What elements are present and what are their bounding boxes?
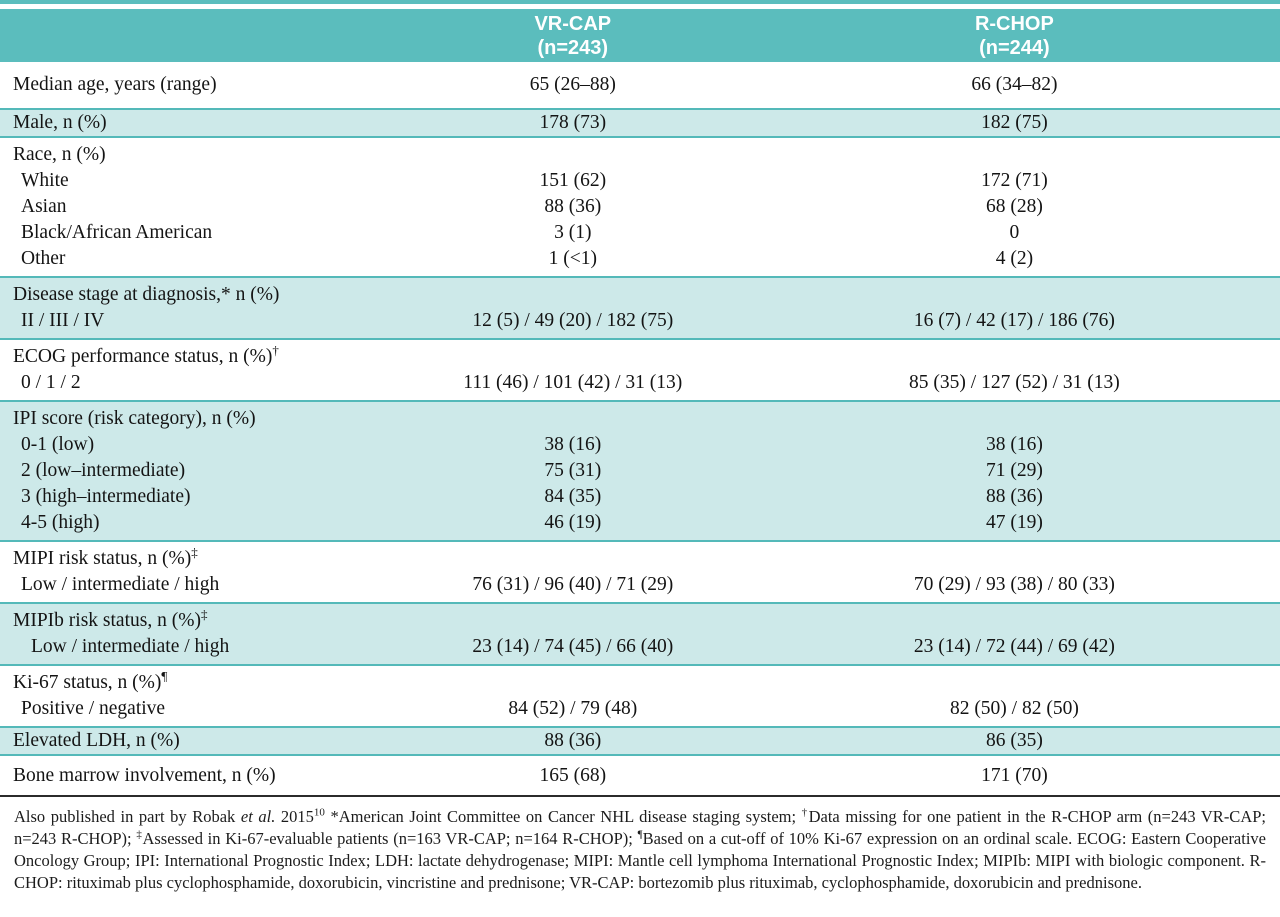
header-rchop-name: R-CHOP: [974, 12, 1054, 35]
header-col-rchop: [749, 12, 1280, 60]
rchop-value: 85 (35) / 127 (52) / 31 (13): [909, 372, 1120, 393]
rchop-value: 0: [1009, 222, 1020, 243]
rchop-value: [749, 608, 1280, 634]
table-row: [0, 282, 1280, 308]
row-label: 3 (high–intermediate): [21, 486, 191, 507]
vrcap-value: [397, 670, 749, 696]
section-mipi: [0, 542, 1280, 602]
footnote-ref-10: 10: [313, 806, 325, 819]
footnote-double-dagger: ‡: [136, 828, 143, 841]
row-label: Race, n (%): [13, 144, 106, 165]
vrcap-value: 88 (36): [544, 730, 602, 751]
footnote-text: Based on a cut-off of 10% Ki-67 expression on an ordinal scale. ECOG: Eastern Cooperative Oncology Group; IPI: International Prognostic Index; LDH: lactate dehydrogenase; MIPI: Mantle cell lymphoma International Prognostic Index; MIPIb: MIPI with biologic component. R-CHOP: rituximab plus cyclophosphamide, doxorubicin, vincristine and prednisone; VR-CAP: bortezomib plus rituximab, cyclophosphamide, doxorubicin and prednisone.: [14, 829, 1267, 892]
row-label-text: ECOG performance status, n (%): [13, 346, 273, 367]
header-col-vrcap: [397, 12, 749, 60]
vrcap-value: [397, 344, 749, 370]
table-row: [0, 344, 1280, 370]
vrcap-value: 3 (1): [554, 222, 592, 243]
rchop-value: 88 (36): [985, 486, 1043, 507]
vrcap-value: [397, 608, 749, 634]
row-label: 0-1 (low): [21, 434, 95, 455]
table-row: [0, 510, 1280, 536]
table-row: [0, 432, 1280, 458]
rchop-value: 70 (29) / 93 (38) / 80 (33): [913, 574, 1115, 595]
rchop-value: 182 (75): [981, 112, 1048, 133]
row-label: [0, 670, 397, 696]
row-label: [0, 608, 397, 634]
vrcap-value: 84 (35): [544, 486, 602, 507]
section-median-age: [0, 62, 1280, 108]
rchop-value: [749, 546, 1280, 572]
footnote-text: Assessed in Ki-67-evaluable patients (n=163 VR-CAP; n=164 R-CHOP);: [142, 829, 638, 848]
table-row: [0, 72, 1280, 98]
row-label: 2 (low–intermediate): [21, 460, 186, 481]
table-row: [0, 763, 1280, 789]
row-label-text: Ki-67 status, n (%): [13, 672, 162, 693]
table-row: [0, 458, 1280, 484]
row-label: Disease stage at diagnosis,* n (%): [13, 284, 280, 305]
vrcap-value: 75 (31): [544, 460, 602, 481]
footnote-marker-pilcrow: ¶: [161, 668, 168, 684]
footnote-text: 2015: [275, 807, 314, 826]
table-row: [0, 370, 1280, 396]
row-label: Male, n (%): [13, 112, 107, 133]
section-bone-marrow: [0, 756, 1280, 795]
section-ecog: [0, 340, 1280, 400]
rchop-value: 23 (14) / 72 (44) / 69 (42): [913, 636, 1115, 657]
section-male: [0, 108, 1280, 138]
vrcap-value: 65 (26–88): [529, 74, 616, 95]
vrcap-value: [397, 282, 749, 308]
rchop-value: 82 (50) / 82 (50): [949, 698, 1079, 719]
rchop-value: 4 (2): [995, 248, 1034, 269]
footnote-etal: et al.: [240, 807, 276, 826]
rchop-value: 86 (35): [985, 730, 1043, 751]
rchop-value: 16 (7) / 42 (17) / 186 (76): [913, 310, 1115, 331]
table-row: [0, 194, 1280, 220]
rchop-value: 68 (28): [985, 196, 1043, 217]
table-row: [0, 546, 1280, 572]
row-label: Low / intermediate / high: [21, 574, 220, 595]
rchop-value: 171 (70): [981, 765, 1048, 786]
row-label: White: [21, 170, 69, 191]
row-label: Median age, years (range): [13, 74, 217, 95]
vrcap-value: 165 (68): [539, 765, 607, 786]
section-mipib: [0, 602, 1280, 666]
rchop-value: [749, 142, 1280, 168]
vrcap-value: [397, 142, 749, 168]
row-label: 0 / 1 / 2: [21, 372, 81, 393]
row-label: 4-5 (high): [21, 512, 100, 533]
row-label: [0, 344, 397, 370]
vrcap-value: 1 (<1): [548, 248, 597, 269]
row-label: Elevated LDH, n (%): [13, 730, 180, 751]
row-label: Positive / negative: [21, 698, 166, 719]
table-row: [0, 246, 1280, 272]
section-disease-stage: [0, 276, 1280, 340]
vrcap-value: 88 (36): [544, 196, 602, 217]
rchop-value: [749, 282, 1280, 308]
table-row: [0, 696, 1280, 722]
row-label: Low / intermediate / high: [31, 636, 230, 657]
table-row: [0, 634, 1280, 660]
table-row: [0, 168, 1280, 194]
row-label: Other: [21, 248, 66, 269]
vrcap-value: 38 (16): [544, 434, 602, 455]
row-label: Black/African American: [21, 222, 213, 243]
section-ki67: [0, 666, 1280, 726]
vrcap-value: 111 (46) / 101 (42) / 31 (13): [463, 372, 683, 393]
header-vrcap-name: VR-CAP: [534, 12, 612, 35]
row-label-text: MIPI risk status, n (%): [13, 548, 192, 569]
table-row: [0, 728, 1280, 754]
rchop-value: [749, 344, 1280, 370]
rchop-value: 66 (34–82): [971, 74, 1058, 95]
table-row: [0, 670, 1280, 696]
row-label: [0, 546, 397, 572]
row-label: Asian: [21, 196, 67, 217]
table-row: [0, 142, 1280, 168]
table-footnote: [0, 797, 1280, 894]
rchop-value: 47 (19): [985, 512, 1043, 533]
table-row: [0, 572, 1280, 598]
row-label: Bone marrow involvement, n (%): [13, 765, 276, 786]
vrcap-value: 76 (31) / 96 (40) / 71 (29): [472, 574, 674, 595]
footnote-pilcrow: ¶: [637, 828, 643, 841]
table-row: [0, 220, 1280, 246]
rchop-value: [749, 670, 1280, 696]
table-header: [0, 9, 1280, 62]
vrcap-value: 151 (62): [539, 170, 607, 191]
table-row: [0, 110, 1280, 136]
footnote-text: Data missing for one patient in the R-CHOP arm (n=243 VR-CAP; n=243 R-CHOP);: [14, 807, 1266, 848]
table-row: [0, 484, 1280, 510]
vrcap-value: [397, 546, 749, 572]
vrcap-value: 12 (5) / 49 (20) / 182 (75): [472, 310, 674, 331]
table-row: [0, 308, 1280, 334]
header-rchop-n: (n=244): [979, 36, 1050, 59]
rchop-value: 172 (71): [981, 170, 1048, 191]
header-vrcap-n: (n=243): [537, 36, 609, 59]
section-ipi: [0, 400, 1280, 542]
rchop-value: [749, 406, 1280, 432]
rchop-value: 71 (29): [985, 460, 1043, 481]
section-race: [0, 138, 1280, 276]
footnote-text: *American Joint Committee on Cancer NHL disease staging system;: [324, 807, 802, 826]
footnote-dagger: †: [801, 806, 809, 819]
vrcap-value: 84 (52) / 79 (48): [508, 698, 638, 719]
vrcap-value: [397, 406, 749, 432]
rchop-value: 38 (16): [985, 434, 1043, 455]
footnote-marker-double-dagger: ‡: [191, 544, 198, 560]
vrcap-value: 23 (14) / 74 (45) / 66 (40): [472, 636, 674, 657]
table-row: [0, 406, 1280, 432]
table-row: [0, 608, 1280, 634]
row-label-text: MIPIb risk status, n (%): [13, 610, 201, 631]
row-label: IPI score (risk category), n (%): [13, 408, 256, 429]
vrcap-value: 46 (19): [544, 512, 602, 533]
vrcap-value: 178 (73): [539, 112, 607, 133]
section-ldh: [0, 726, 1280, 756]
row-label: II / III / IV: [21, 310, 105, 331]
footnote-marker-double-dagger: ‡: [200, 606, 208, 622]
footnote-marker-dagger: †: [272, 342, 279, 358]
footnote-text: Also published in part by Robak: [14, 807, 241, 826]
